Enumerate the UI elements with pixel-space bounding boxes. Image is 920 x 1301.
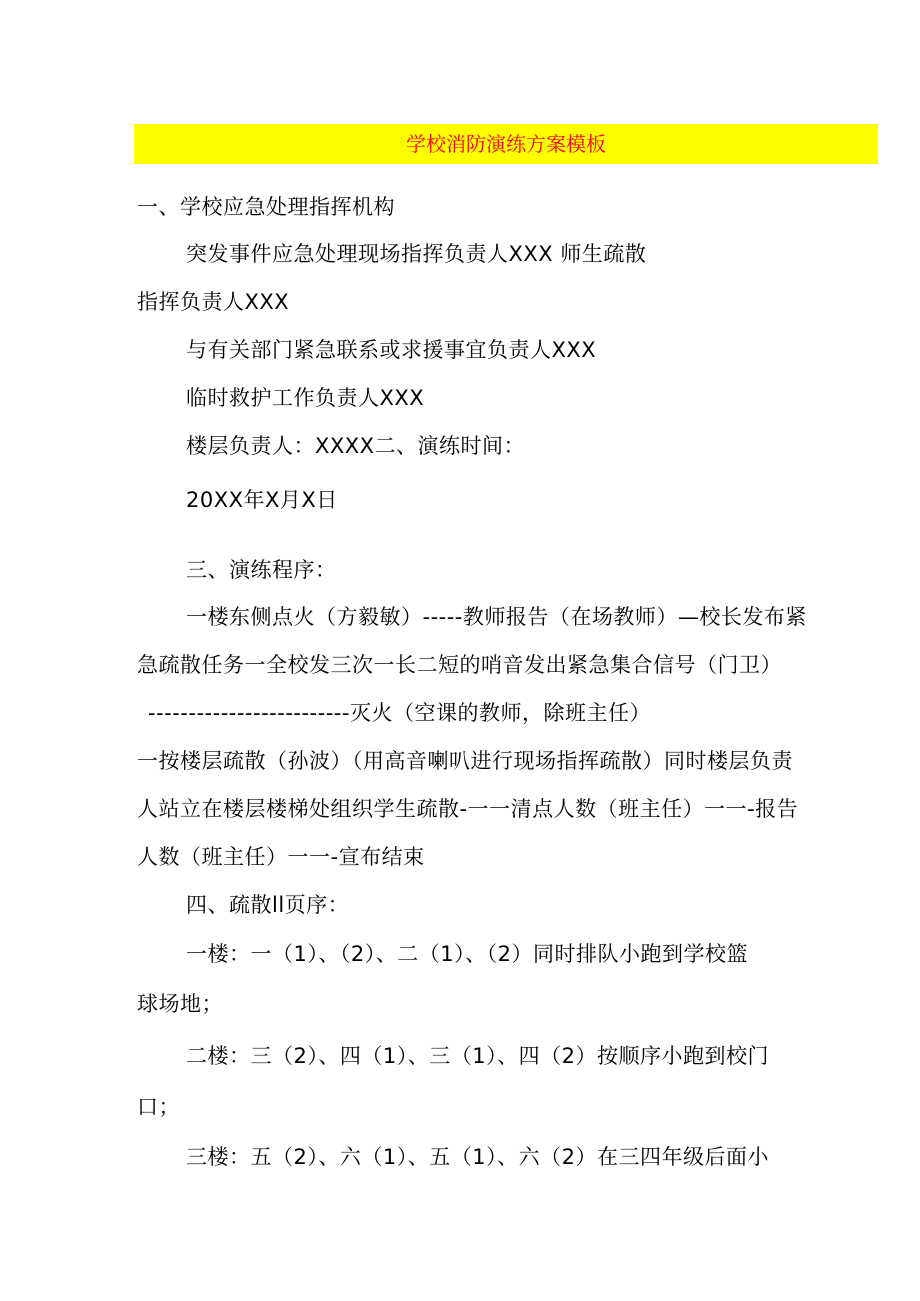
paragraph-line: 急疏散任务一全校发三次一长二短的哨音发出紧急集合信号（门卫） [137,653,782,677]
drill-date: 20XX年X月X日 [186,488,338,512]
section-heading-procedure: 三、演练程序： [186,558,337,582]
paragraph-line: 二楼：三（2）、四（1）、三（1）、四（2）按顺序小跑到校门 [186,1044,769,1068]
paragraph-line: 指挥负责人XXX [137,290,290,314]
paragraph-line: -------------------------灭火（空课的教师，除班主任） [148,701,651,725]
paragraph-line: 球场地； [137,992,223,1016]
paragraph-line: 人站立在楼层楼梯处组织学生疏散-一一清点人数（班主任）一一-报告 [137,797,799,821]
section-heading-evacuation: 四、疏散ll页序： [186,893,350,917]
paragraph-line: 人数（班主任）一一-宣布结束 [137,845,425,869]
paragraph-line: 楼层负责人：XXXX二、演练时间： [186,434,526,458]
paragraph-line: 一按楼层疏散（孙波）（用高音喇叭进行现场指挥疏散）同时楼层负责 [137,749,793,773]
section-heading-command: 一、学校应急处理指挥机构 [137,195,395,219]
paragraph-line: 一楼：一（1）、（2）、二（1）、（2）同时排队小跑到学校篮 [186,942,748,966]
paragraph-line: 三楼：五（2）、六（1）、五（1）、六（2）在三四年级后面小 [186,1145,769,1169]
paragraph-line: 突发事件应急处理现场指挥负责人XXX 师生疏散 [186,242,647,266]
paragraph-line: 口； [137,1095,180,1119]
paragraph-line: 临时救护工作负责人XXX [186,386,425,410]
document-title: 学校消防演练方案模板 [134,124,878,164]
paragraph-line: 与有关部门紧急联系或求援事宜负责人XXX [186,338,597,362]
paragraph-line: 一楼东侧点火（方毅敏）-----教师报告（在场教师）—校长发布紧 [186,605,807,629]
